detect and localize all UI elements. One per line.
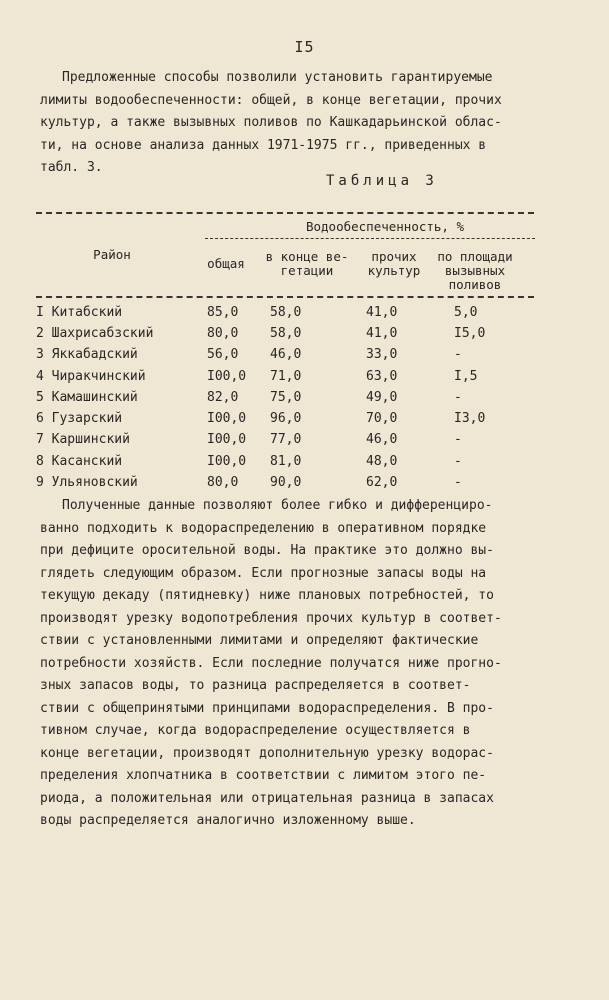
paragraph-line: глядеть следующим образом. Если прогнозные запасы воды на [40,565,487,581]
header-group-label: Водообеспеченность, % [305,219,465,234]
paragraph-line: табл. 3. [40,160,103,175]
table-header-rule [36,296,534,298]
header-other-crops-line: культур [367,263,421,278]
cell-irrigation-area: I5,0 [454,326,486,341]
table-row [36,475,556,496]
cell-region: I Китабский [36,305,123,320]
outro-paragraph [40,495,580,833]
header-irrigation-area-line: по площади [437,249,513,264]
cell-other-crops: 41,0 [366,305,398,320]
paragraph-line: риода, а положительная или отрицательная разница в запасах [40,790,494,806]
cell-total: 85,0 [207,305,239,320]
cell-other-crops: 49,0 [366,390,398,405]
cell-irrigation-area: - [454,390,462,405]
header-irrigation-area [430,250,520,292]
cell-region: 4 Чиракчинский [36,369,146,384]
page-number: I5 [294,38,315,56]
cell-irrigation-area: - [454,475,462,490]
table-row [36,411,556,432]
paragraph-line: лимиты водообеспеченности: общей, в конце вегетации, прочих [40,92,502,108]
cell-end-vegetation: 81,0 [270,454,302,469]
header-end-vegetation [258,250,356,278]
cell-region: 6 Гузарский [36,411,123,426]
cell-total: I00,0 [207,411,247,426]
cell-region: 8 Касанский [36,454,123,469]
cell-other-crops: 33,0 [366,347,398,362]
cell-end-vegetation: 90,0 [270,475,302,490]
table-row [36,390,556,411]
cell-total: 80,0 [207,326,239,341]
table-row [36,369,556,390]
paragraph-line: ствии с общепринятыми принципами водораспределения. В про- [40,700,494,716]
paragraph-line: Полученные данные позволяют более гибко и дифференциро- [62,498,493,513]
cell-other-crops: 46,0 [366,432,398,447]
cell-total: 82,0 [207,390,239,405]
cell-end-vegetation: 77,0 [270,432,302,447]
cell-irrigation-area: I3,0 [454,411,486,426]
header-region: Район [93,247,131,262]
cell-irrigation-area: I,5 [454,369,478,384]
header-other-crops [358,250,430,278]
paragraph-line: потребности хозяйств. Если последние получатся ниже прогно- [40,655,502,671]
cell-irrigation-area: - [454,454,462,469]
cell-irrigation-area: 5,0 [454,305,478,320]
cell-other-crops: 48,0 [366,454,398,469]
cell-other-crops: 41,0 [366,326,398,341]
table-row [36,326,556,347]
table-row [36,305,556,326]
cell-end-vegetation: 71,0 [270,369,302,384]
cell-total: 80,0 [207,475,239,490]
cell-region: 9 Ульяновский [36,475,138,490]
header-group-rule [205,238,535,239]
cell-end-vegetation: 96,0 [270,411,302,426]
paragraph-line: Предложенные способы позволили установить гарантируемые [62,70,493,85]
paragraph-line: зных запасов воды, то разница распределяется в соответ- [40,678,471,693]
paragraph-line: ванно подходить к водораспределению в оперативном порядке [40,520,487,536]
cell-end-vegetation: 46,0 [270,347,302,362]
table-title: Таблица 3 [326,173,438,189]
paragraph-line: ти, на основе анализа данных 1971-1975 гг., приведенных в [40,137,487,153]
paragraph-line: ствии с установленными лимитами и определяют фактические [40,633,479,648]
intro-paragraph [40,67,580,180]
header-irrigation-area-line: поливов [448,277,502,292]
header-other-crops-line: прочих [371,249,417,264]
table-row [36,432,556,453]
header-end-vegetation-line: в конце ве- [265,249,349,264]
cell-irrigation-area: - [454,432,462,447]
cell-other-crops: 70,0 [366,411,398,426]
cell-total: I00,0 [207,432,247,447]
cell-other-crops: 63,0 [366,369,398,384]
cell-region: 3 Яккабадский [36,347,138,362]
paragraph-line: пределения хлопчатника в соответствии с лимитом этого пе- [40,768,487,783]
table-row [36,454,556,475]
cell-total: I00,0 [207,454,247,469]
header-end-vegetation-line: гетации [280,263,334,278]
paragraph-line: конце вегетации, производят дополнительную урезку водорас- [40,745,494,761]
cell-region: 2 Шахрисабзский [36,326,154,341]
paragraph-line: производят урезку водопотребления прочих культур в соответ- [40,610,502,626]
paragraph-line: культур, а также вызывных поливов по Кашкадарьинской облас- [40,115,502,130]
cell-region: 5 Камашинский [36,390,138,405]
paragraph-line: воды распределяется аналогично изложенному выше. [40,813,416,828]
cell-region: 7 Каршинский [36,432,130,447]
table-row [36,347,556,368]
cell-other-crops: 62,0 [366,475,398,490]
table-top-rule [36,212,534,214]
cell-end-vegetation: 58,0 [270,326,302,341]
cell-end-vegetation: 58,0 [270,305,302,320]
cell-irrigation-area: - [454,347,462,362]
header-total: общая [207,256,245,271]
header-irrigation-area-line: вызывных [444,263,506,278]
cell-total: I00,0 [207,369,247,384]
cell-total: 56,0 [207,347,239,362]
paragraph-line: при дефиците оросительной воды. На практике это должно вы- [40,543,494,558]
paragraph-line: тивном случае, когда водораспределение осуществляется в [40,723,471,738]
cell-end-vegetation: 75,0 [270,390,302,405]
paragraph-line: текущую декаду (пятидневку) ниже плановых потребностей, то [40,588,494,603]
